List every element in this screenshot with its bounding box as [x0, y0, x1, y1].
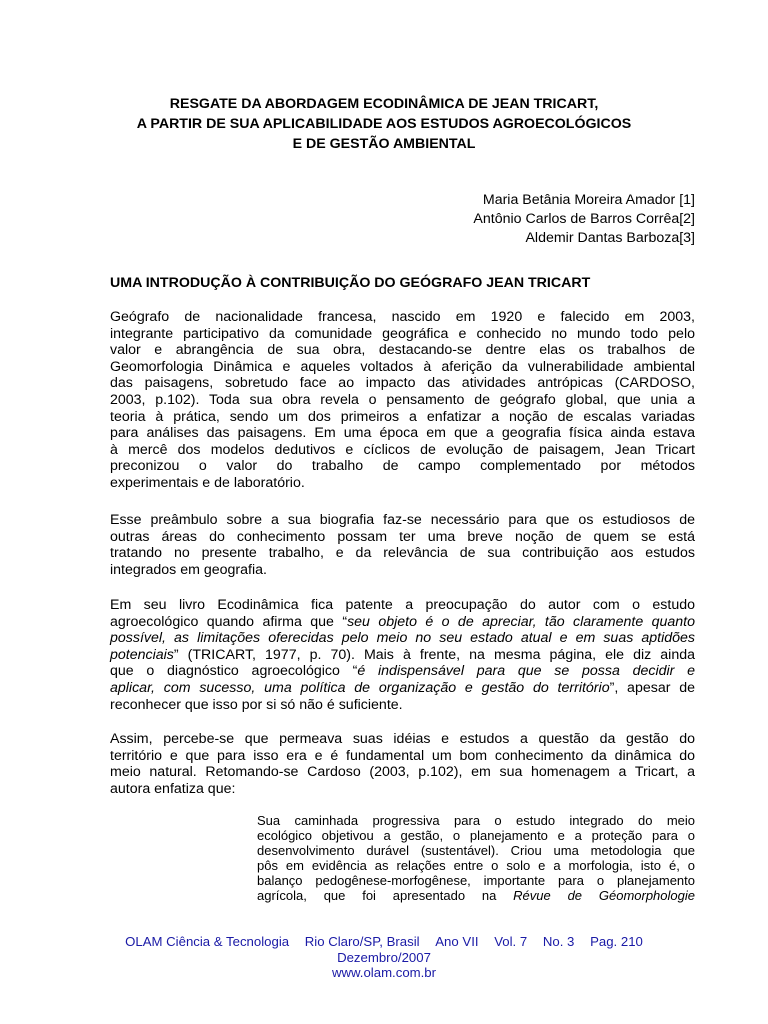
page-footer — [0, 934, 768, 981]
text-line — [110, 614, 695, 631]
quote-line: Sua caminhada progressiva para o estudo integrado do meio — [257, 813, 695, 828]
paragraph-2 — [110, 512, 695, 578]
text-line: meio natural. Retomando-se Cardoso (2003, p.102), em sua homenagem a Tricart, a — [110, 764, 695, 781]
text-line: Geógrafo de nacionalidade francesa, nascido em 1920 e falecido em 2003, — [110, 309, 695, 325]
block-quote — [257, 813, 695, 904]
text-line — [110, 663, 695, 680]
footer-year: Ano VII — [435, 934, 479, 949]
paragraph-3 — [110, 597, 695, 713]
text-line: das paisagens, sobretudo face ao impacto das atividades antrópicas (CARDOSO, — [110, 375, 695, 392]
section-heading: UMA INTRODUÇÃO À CONTRIBUIÇÃO DO GEÓGRAFO JEAN TRICART — [110, 275, 591, 291]
text-line: tratando no presente trabalho, e da relevância de sua contribuição aos estudos — [110, 545, 695, 562]
text-segment: ”, apesar de — [609, 679, 696, 696]
text-line: reconhecer que isso por si só não é suficiente. — [110, 696, 403, 713]
text-segment: ” (TRICART, 1977, p. 70). Mais à frente, na mesma página, ele diz ainda — [173, 646, 695, 663]
text-line: integrante participativo da comunidade geográfica e conhecido no mundo todo pelo — [110, 325, 695, 342]
quoted-text: aplicar, com sucesso, uma política de organização e gestão do território — [110, 679, 610, 696]
text-line: Em seu livro Ecodinâmica fica patente a preocupação do autor com o estudo — [110, 597, 695, 613]
text-line — [110, 630, 695, 647]
text-line — [110, 680, 695, 697]
footer-place: Rio Claro/SP, Brasil — [304, 934, 420, 949]
quote-line: desenvolvimento durável (sustentável). Criou uma metodologia que — [257, 843, 695, 859]
text-segment: agrícola, que foi apresentado na — [257, 888, 514, 904]
footer-date: Dezembro/2007 — [337, 949, 431, 965]
paper-title — [0, 94, 768, 154]
text-line: 2003, p.102). Toda sua obra revela o pensamento de geógrafo global, que unia a — [110, 391, 695, 408]
quoted-text: potenciais — [110, 646, 174, 663]
quoted-text: seu objeto é o de apreciar, tão claramente quanto — [347, 613, 695, 630]
text-line: Geomorfologia Dinâmica e aqueles voltados à aferição da vulnerabilidade ambiental — [110, 358, 695, 375]
text-line: para análises das paisagens. Em uma época em que a geografia física ainda estava — [110, 425, 695, 442]
footer-page: Pag. 210 — [590, 934, 643, 949]
text-line: teoria à prática, sendo um dos primeiros a enfatizar a noção de escalas variadas — [110, 408, 695, 425]
footer-number: No. 3 — [542, 934, 575, 949]
text-line: território e que para isso era e é fundamental um bom conhecimento da dinâmica do — [110, 747, 695, 764]
text-line: preconizou o valor do trabalho de campo complementado por métodos — [110, 458, 695, 475]
footer-volume: Vol. 7 — [494, 934, 528, 949]
paragraph-1 — [110, 309, 695, 492]
paragraph-4 — [110, 731, 695, 797]
text-segment: agroecológico quando afirma que “ — [110, 613, 348, 630]
text-segment: que o diagnóstico agroecológico “ — [110, 663, 358, 680]
footer-citation — [0, 934, 768, 950]
text-line — [110, 647, 695, 664]
text-line: outras áreas do conhecimento possam ter uma breve noção de quem se está — [110, 528, 695, 545]
author-2: Antônio Carlos de Barros Corrêa[2] — [473, 211, 695, 227]
text-line: valor e abrangência de sua obra, destacando-se dentre elas os trabalhos de — [110, 342, 695, 359]
quote-line: balanço pedogênese-morfogênese, importante para o planejamento — [257, 873, 695, 889]
author-3: Aldemir Dantas Barboza[3] — [525, 230, 695, 246]
quoted-text: é indispensável para que se possa decidir e — [357, 663, 696, 680]
quote-line: pôs em evidência as relações entre o solo e a morfologia, isto é, o — [257, 858, 695, 874]
title-line-3: E DE GESTÃO AMBIENTAL — [292, 136, 476, 152]
quote-line: ecológico objetivou a gestão, o planejamento e a proteção para o — [257, 828, 695, 844]
journal-title: Révue de Géomorphologie — [513, 888, 695, 904]
text-line: integrados em geografia. — [110, 561, 267, 578]
footer-url[interactable]: www.olam.com.br — [331, 965, 437, 980]
author-1: Maria Betânia Moreira Amador [1] — [482, 192, 695, 208]
quote-line — [257, 888, 695, 903]
title-line-2: A PARTIR DE SUA APLICABILIDADE AOS ESTUDOS AGROECOLÓGICOS — [136, 116, 632, 132]
quoted-text: possível, as limitações oferecidas pelo meio no seu estado atual e em suas aptidões — [110, 630, 695, 647]
text-line: Esse preâmbulo sobre a sua biografia faz-se necessário para que os estudiosos de — [110, 512, 695, 528]
author-list — [473, 191, 695, 248]
title-line-1: RESGATE DA ABORDAGEM ECODINÂMICA DE JEAN TRICART, — [169, 96, 599, 112]
footer-journal: OLAM Ciência & Tecnologia — [125, 934, 290, 949]
text-line: autora enfatiza que: — [110, 780, 236, 797]
text-line: experimentais e de laboratório. — [110, 474, 305, 491]
text-line: à mercê dos modelos dedutivos e cíclicos de evolução de paisagem, Jean Tricart — [110, 441, 695, 458]
text-line: Assim, percebe-se que permeava suas idéias e estudos a questão da gestão do — [110, 731, 695, 747]
